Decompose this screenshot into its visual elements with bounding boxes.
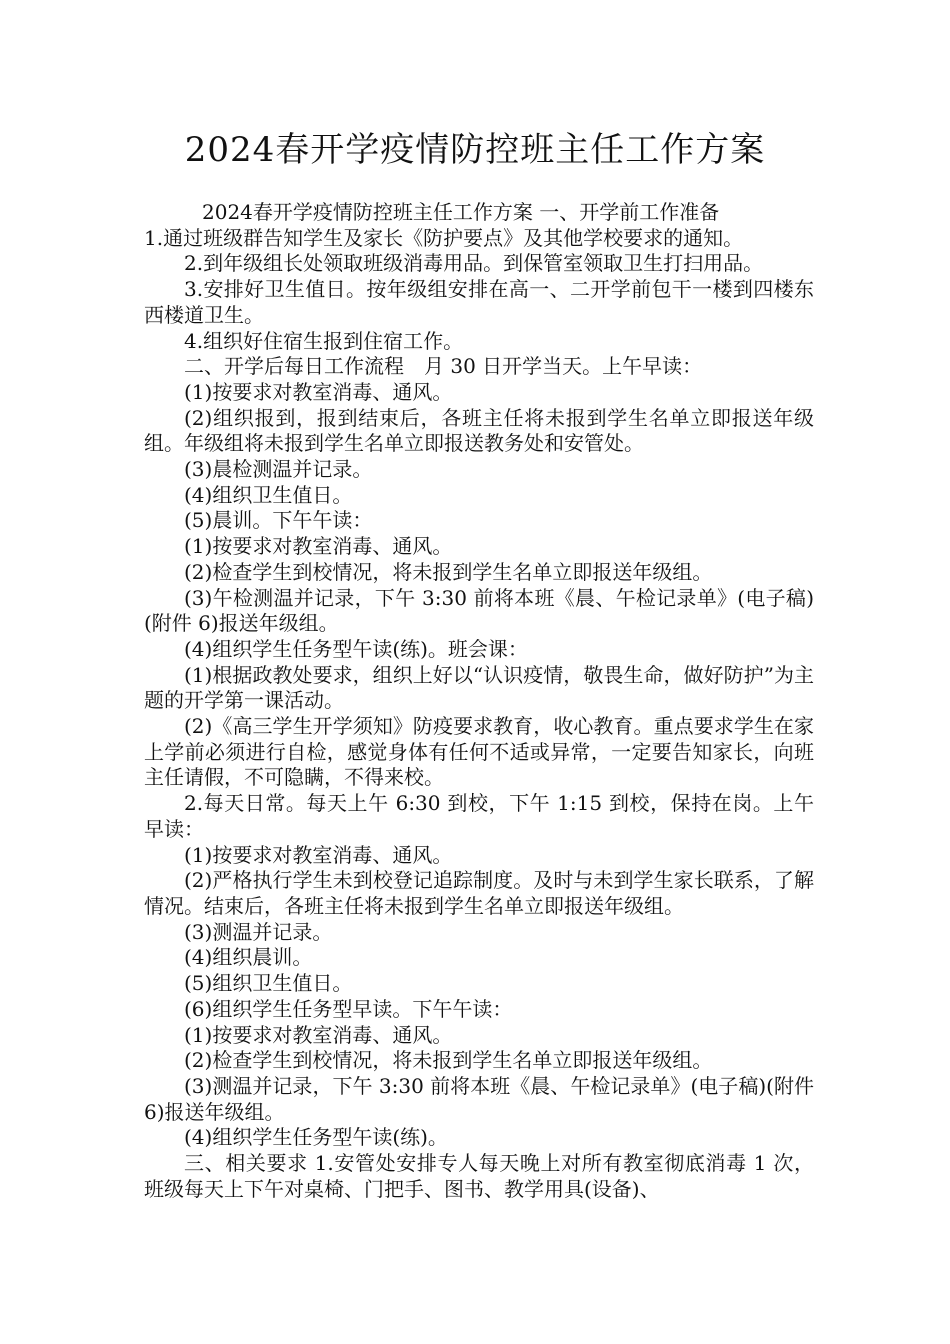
paragraph: 2.每天日常。每天上午 6:30 到校，下午 1:15 到校，保持在岗。上午早读： — [144, 791, 814, 841]
paragraph: (1)按要求对教室消毒、通风。 — [184, 842, 453, 867]
paragraph: 3.安排好卫生值日。按年级组安排在高一、二开学前包干一楼到四楼东西楼道卫生。 — [144, 277, 814, 327]
paragraph: (1)按要求对教室消毒、通风。 — [184, 534, 453, 559]
paragraph: (1)按要求对教室消毒、通风。 — [184, 379, 453, 404]
paragraph: (5)晨训。下午午读： — [184, 508, 373, 533]
document-title: 2024春开学疫情防控班主任工作方案 — [184, 130, 766, 170]
paragraph: (6)组织学生任务型早读。下午午读： — [184, 996, 513, 1021]
paragraph: (3)晨检测温并记录。 — [184, 457, 373, 482]
paragraph: (1)根据政教处要求，组织上好以“认识疫情，敬畏生命，做好防护”为主题的开学第一课活动。 — [144, 662, 814, 713]
paragraph: (3)午检测温并记录，下午 3:30 前将本班《晨、午检记录单》(电子稿)(附件 6)报送年级组。 — [144, 585, 814, 636]
document-body — [144, 200, 814, 1202]
paragraph: (2)组织报到，报到结束后，各班主任将未报到学生名单立即报送年级组。年级组将未报到学生名单立即报送教务处和安管处。 — [144, 405, 814, 456]
paragraph: (2)检查学生到校情况，将未报到学生名单立即报送年级组。 — [184, 559, 713, 584]
paragraph: (3)测温并记录，下午 3:30 前将本班《晨、午检记录单》(电子稿)(附件 6)报送年级组。 — [144, 1073, 814, 1124]
paragraph: (4)组织晨训。 — [184, 945, 313, 970]
paragraph: (4)组织卫生值日。 — [184, 482, 353, 507]
paragraph: (2)严格执行学生未到校登记追踪制度。及时与未到学生家长联系，了解情况。结束后，各班主任将未报到学生名单立即报送年级组。 — [144, 868, 814, 918]
paragraph: 1.通过班级群告知学生及家长《防护要点》及其他学校要求的通知。 — [144, 225, 744, 250]
paragraph: (1)按要求对教室消毒、通风。 — [184, 1022, 453, 1047]
paragraph: (5)组织卫生值日。 — [184, 971, 353, 996]
paragraph: 2.到年级组长处领取班级消毒用品。到保管室领取卫生打扫用品。 — [184, 251, 764, 276]
paragraph: (4)组织学生任务型午读(练)。 — [184, 1125, 448, 1150]
paragraph: (2)《高三学生开学须知》防疫要求教育，收心教育。重点要求学生在家上学前必须进行自检，感觉身体有任何不适或异常，一定要告知家长，向班主任请假，不可隐瞒，不得来校。 — [144, 714, 814, 790]
paragraph: 2024春开学疫情防控班主任工作方案 一、开学前工作准备 — [202, 200, 720, 224]
paragraph: (4)组织学生任务型午读(练)。班会课： — [184, 636, 528, 661]
paragraph: 三、相关要求 1.安管处安排专人每天晚上对所有教室彻底消毒 1 次，班级每天上下午对桌椅、门把手、图书、教学用具(设备)、 — [144, 1151, 814, 1201]
paragraph: (2)检查学生到校情况，将未报到学生名单立即报送年级组。 — [184, 1048, 713, 1073]
paragraph: (3)测温并记录。 — [184, 919, 333, 944]
paragraph: 4.组织好住宿生报到住宿工作。 — [184, 328, 464, 353]
paragraph: 二、开学后每日工作流程 月 30 日开学当天。上午早读： — [184, 354, 703, 379]
